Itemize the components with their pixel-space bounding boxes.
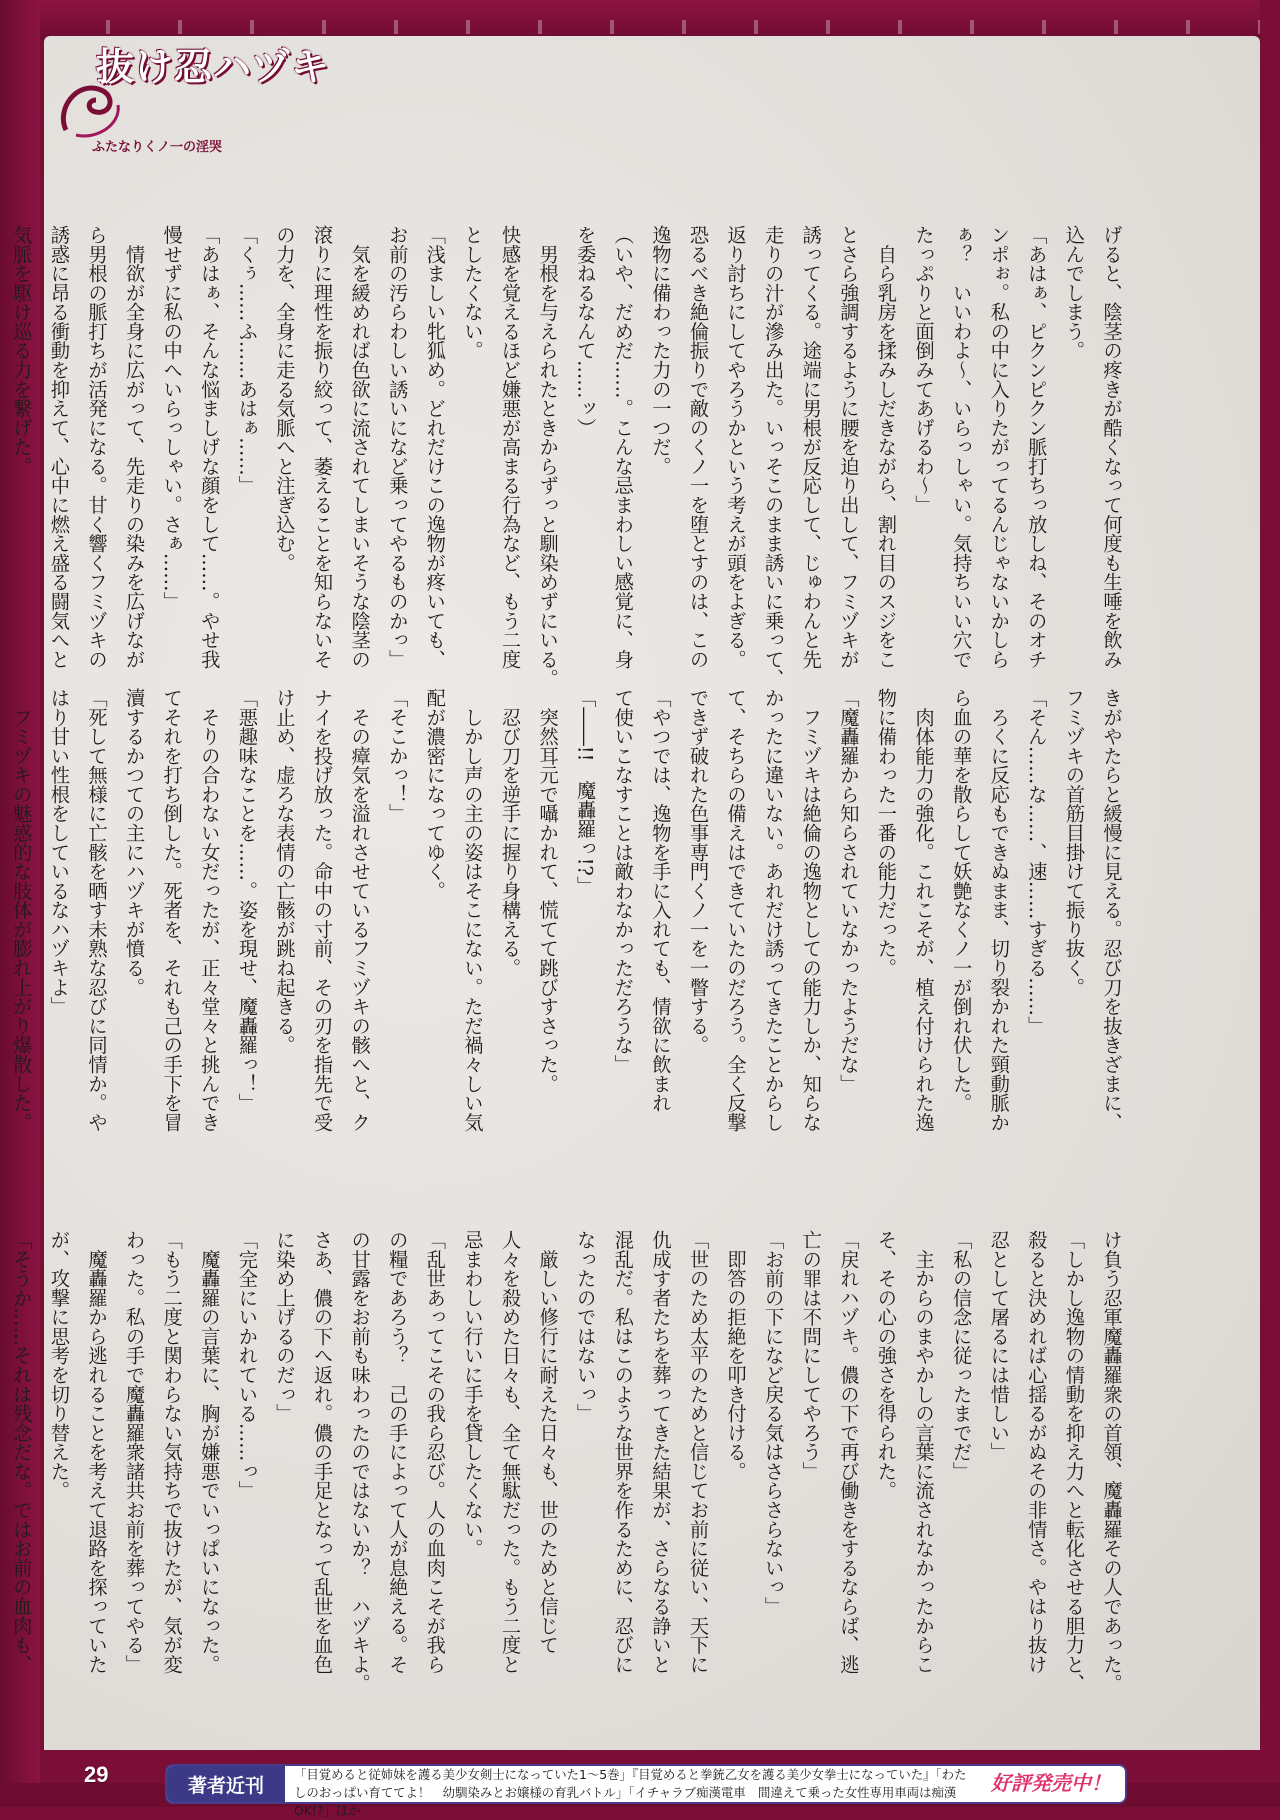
text-column: きがやたらと緩慢に見える。忍び刀を抜きざまに、	[1100, 688, 1123, 1132]
text-column: 忍び刀を逆手に握り身構える。	[498, 688, 522, 978]
text-column: 「私の信念に従ったまでだ」	[949, 1230, 973, 1481]
text-column: 「くぅ……ふ……あはぁ……」	[235, 225, 259, 496]
text-column: てそれを打ち倒した。死者を、それも己の手下を冒	[160, 688, 184, 1132]
text-column: 瀆するかつての主にハヅキが憤る。	[122, 688, 146, 997]
text-column: 男根を与えられたときからずっと馴染めずにいる。	[536, 225, 560, 688]
text-column: ンポぉ。私の中に入りたがってるんじゃないかしら	[987, 225, 1011, 669]
text-column: て使いこなすことは敵わなかっただろうな」	[611, 688, 635, 1074]
text-column: 自ら乳房を揉みしだきながら、割れ目のスジをこ	[874, 225, 898, 669]
text-column: 「しかし逸物の情動を抑え力へと転化させる胆力と、	[1062, 1230, 1086, 1693]
text-column: 「死して無様に亡骸を晒す未熟な忍びに同情か。や	[84, 688, 108, 1132]
text-column: （いや、だめだ……。こんな忌まわしい感覚に、身	[611, 225, 635, 669]
author-books-list: 「目覚めると従姉妹を護る美少女剣士になっていた1～5巻」『目覚めると拳銃乙女を護る美少女拳士になっていた』「わたしのおっぱい育ててよ！ 幼馴染みとお嬢様の育乳バトル」「イチャラブ痴漢電車 間違えて乗った女性専用車両は痴漢 OK!?」ほか	[294, 1767, 967, 1818]
text-column: 走りの汁が滲み出た。いっそこのまま誘いに乗って、	[761, 225, 785, 688]
text-column: フミヅキは絶倫の逸物としての能力しか、知らな	[799, 688, 823, 1132]
text-column: かったに違いない。あれだけ誘ってきたことからし	[761, 688, 785, 1132]
on-sale-badge: 好評発売中！	[991, 1773, 1111, 1795]
series-logo	[56, 40, 331, 155]
text-column: を委ねるなんて……ッ）	[573, 225, 597, 438]
text-column: の糧であろう？ 己の手によって人が息絶える。そ	[385, 1230, 409, 1674]
text-column: さあ、儂の下へ返れ。儂の手足となって乱世を血色	[310, 1230, 334, 1674]
text-column: 「あはぁ、そんな悩ましげな顔をして……。やせ我	[197, 225, 221, 669]
text-column: 混乱だ。私はこのような世界を作るために、忍びに	[611, 1230, 635, 1674]
text-column: 快感を覚えるほど嫌悪が高まる行為など、もう二度	[498, 225, 522, 669]
text-column: 「そん……な……、速……すぎる……」	[1024, 688, 1048, 1036]
text-column: 「そこかっ！」	[385, 688, 409, 824]
text-column: 気脈を駆け巡る力を繋げた。	[9, 225, 33, 476]
text-column: の力を、全身に走る気脈へと注ぎ込む。	[272, 225, 296, 573]
text-column: そりの合わない女だったが、正々堂々と挑んでき	[197, 688, 221, 1132]
text-column: 「そうか……それは残念だな。ではお前の血肉も、	[9, 1230, 33, 1674]
text-column: 返り討ちにしてやろうかという考えが頭をよぎる。	[724, 225, 748, 669]
logo-title: 抜け忍ハヅキ	[96, 44, 331, 89]
text-column: 込んでしまう。	[1062, 225, 1086, 361]
top-ornament-border	[0, 0, 1280, 40]
text-column: わった。私の手で魔轟羅衆諸共お前を葬ってやる」	[122, 1230, 146, 1674]
text-column: 忌まわしい行いに手を貸したくない。	[460, 1230, 484, 1558]
text-column: 配が濃密になってゆく。	[423, 688, 447, 901]
text-column: け止め、虚ろな表情の亡骸が跳ね起きる。	[272, 688, 296, 1055]
text-column: ろくに反応もできぬまま、切り裂かれた頸動脈か	[987, 688, 1011, 1132]
text-column: に染め上げるのだっ」	[272, 1230, 296, 1423]
text-column: 肉体能力の強化。これこそが、植え付けられた逸	[912, 688, 936, 1132]
text-column: 滾りに理性を振り絞って、萎えることを知らないそ	[310, 225, 334, 669]
author-books-label: 著者近刊	[167, 1766, 285, 1802]
text-column: お前の汚らわしい誘いになど乗ってやるものかっ」	[385, 225, 409, 669]
text-column: 「乱世あってこその我ら忍び。人の血肉こそが我ら	[423, 1230, 447, 1674]
text-column: ら男根の脈打ちが活発になる。甘く響くフミヅキの	[84, 225, 108, 669]
text-column: 主からのまやかしの言葉に流されなかったからこ	[912, 1230, 936, 1674]
text-column: としたくない。	[460, 225, 484, 361]
text-column: 「悪趣味なことを……。姿を現せ、魔轟羅っ！」	[235, 688, 259, 1113]
text-column: 誘惑に昂る衝動を抑えて、心中に燃え盛る闘気へと	[47, 225, 71, 669]
text-column: ら血の華を散らして妖艶なくノ一が倒れ伏した。	[949, 688, 973, 1113]
text-column: フミヅキの首筋目掛けて振り抜く。	[1062, 688, 1086, 997]
text-column: 物に備わった一番の能力だった。	[874, 688, 898, 978]
text-column: て、そちらの備えはできていたのだろう。全く反撃	[724, 688, 748, 1132]
text-column: 気を緩めれば色欲に流されてしまいそうな陰茎の	[348, 225, 372, 669]
text-column: できず破れた色事専門くノ一を一瞥する。	[686, 688, 710, 1055]
text-column: 「もう二度と関わらない気持ちで抜けたが、気が変	[160, 1230, 184, 1674]
text-column: 仇成す者たちを葬ってきた結果が、さらなる諍いと	[648, 1230, 672, 1674]
page-number: 29	[84, 1762, 109, 1787]
text-column: け負う忍軍魔轟羅衆の首領、魔轟羅その人であった。	[1100, 1230, 1123, 1693]
logo-subtitle: ふたなりくノ一の淫哭	[92, 140, 223, 155]
text-column: なったのではないっ」	[573, 1230, 597, 1423]
text-column: フミヅキの魅惑的な肢体が膨れ上がり爆散した。	[9, 688, 33, 1132]
text-column: はり甘い性根をしているなハヅキよ」	[47, 688, 71, 1016]
text-column: 殺ると決めれば心揺るがぬその非情さ。やはり抜け	[1024, 1230, 1048, 1674]
lower-text-block	[9, 1230, 1130, 1750]
text-column: 魔轟羅の言葉に、胸が嫌悪でいっぱいになった。	[197, 1230, 221, 1674]
text-column: 亡の罪は不問にしてやろう」	[799, 1230, 823, 1481]
text-column: 人々を殺めた日々も、全て無駄だった。もう二度と	[498, 1230, 522, 1674]
text-column: しかし声の主の姿はそこにない。ただ禍々しい気	[460, 688, 484, 1132]
text-column: 「――!! 魔轟羅っ!?」	[573, 688, 597, 896]
text-column: 忍として屠るには惜しい」	[987, 1230, 1011, 1462]
text-column: 「魔轟羅から知らされていなかったようだな」	[836, 688, 860, 1094]
text-column: 厳しい修行に耐えた日々も、世のためと信じて	[536, 1230, 560, 1655]
text-column: その瘴気を溢れさせているフミヅキの骸へと、ク	[348, 688, 372, 1132]
text-column: 「世のため太平のためと信じてお前に従い、天下に	[686, 1230, 710, 1674]
text-column: が、攻撃に思考を切り替えた。	[47, 1230, 71, 1501]
text-column: 「浅ましい牝狐め。どれだけこの逸物が疼いても、	[423, 225, 447, 669]
text-column: 恐るべき絶倫振りで敵のくノ一を堕とすのは、この	[686, 225, 710, 669]
text-column: 魔轟羅から逃れることを考えて退路を探っていた	[84, 1230, 108, 1674]
text-column: 情欲が全身に広がって、先走りの染みを広げなが	[122, 225, 146, 669]
text-column: 「戻れハヅキ。儂の下で再び働きをするならば、逃	[836, 1230, 860, 1674]
text-column: 「あはぁ、ピクンピクン脈打ちっ放しね、そのオチ	[1024, 225, 1048, 669]
right-border	[1260, 0, 1280, 1807]
text-column: 「完全にいかれている……っ」	[235, 1230, 259, 1501]
text-column: の甘露をお前も味わったのではないか？ ハヅキよ。	[348, 1230, 372, 1693]
text-column: 逸物に備わった力の一つだ。	[648, 225, 672, 476]
upper-text-block	[9, 225, 1130, 688]
text-column: とさら強調するように腰を迫り出して、フミヅキが	[836, 225, 860, 669]
text-column: 「やつでは、逸物を手に入れても、情欲に飲まれ	[648, 688, 672, 1113]
text-column: 慢せずに私の中へいらっしゃい。さぁ……」	[160, 225, 184, 611]
middle-text-block	[9, 688, 1130, 1228]
text-column: 突然耳元で囁かれて、慌てて跳びすさった。	[536, 688, 560, 1094]
text-column: たっぷりと面倒みてあげるわ～」	[912, 225, 936, 515]
text-column: げると、陰茎の疼きが酷くなって何度も生唾を飲み	[1100, 225, 1123, 669]
text-column: 「お前の下になど戻る気はさらさらないっ」	[761, 1230, 785, 1616]
text-column: ナイを投げ放った。命中の寸前、その刃を指先で受	[310, 688, 334, 1132]
text-column: ぁ？ いいわよ～、いらっしゃい。気持ちいい穴で	[949, 225, 973, 669]
text-column: 即答の拒絶を叩き付ける。	[724, 1230, 748, 1481]
text-column: そ、その心の強さを得られた。	[874, 1230, 898, 1501]
text-column: 誘ってくる。途端に男根が反応して、じゅわんと先	[799, 225, 823, 669]
